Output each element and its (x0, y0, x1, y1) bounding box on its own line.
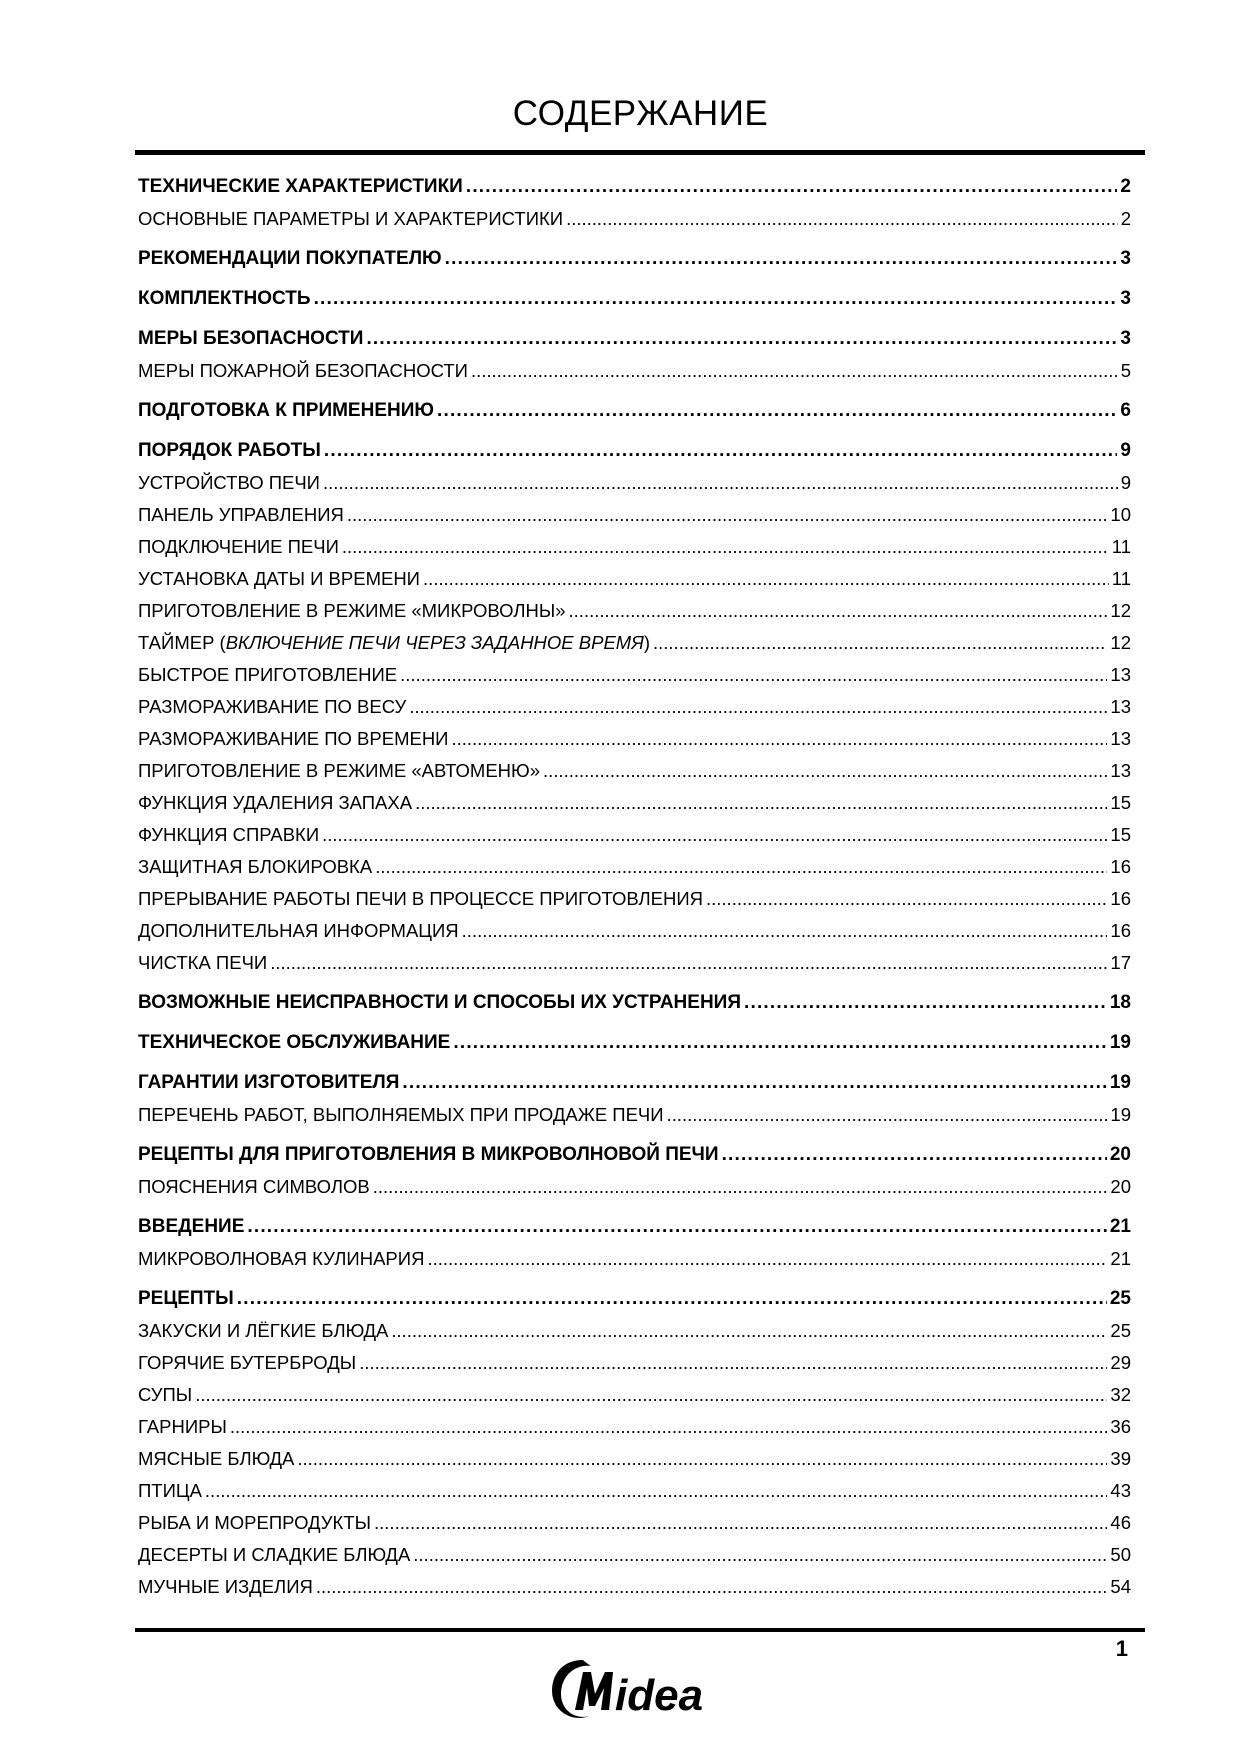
toc-subsection-entry (138, 1571, 1131, 1603)
toc-entry-title (138, 819, 319, 851)
toc-dot-leader (297, 1443, 1107, 1475)
toc-subsection-entry (138, 755, 1131, 787)
toc-entry-title (138, 947, 267, 979)
toc-page-number: 10 (1110, 504, 1131, 525)
toc-entry-title-text: РЕКОМЕНДАЦИИ ПОКУПАТЕЛЮ (138, 248, 442, 269)
toc-section-entry (138, 435, 1131, 467)
toc-page-number: 2 (1120, 176, 1131, 197)
toc-entry-title (138, 659, 397, 691)
toc-dot-leader (462, 915, 1108, 947)
toc-dot-leader (205, 1475, 1108, 1507)
toc-dot-leader (413, 1539, 1107, 1571)
toc-page-number: 43 (1110, 1480, 1131, 1501)
toc-entry-title (138, 1243, 424, 1275)
toc-dot-leader (323, 467, 1118, 499)
toc-entry-title-text: ГАРНИРЫ (138, 1416, 227, 1437)
toc-subsection-entry (138, 787, 1131, 819)
toc-entry-title-text: ГАРАНТИИ ИЗГОТОВИТЕЛЯ (138, 1072, 400, 1093)
toc-dot-leader (706, 883, 1107, 915)
toc-section-entry (138, 1283, 1131, 1315)
toc-page-number: 13 (1110, 664, 1131, 685)
toc-dot-leader (391, 1315, 1107, 1347)
toc-page-number: 11 (1111, 568, 1131, 589)
toc-entry-title (138, 243, 442, 275)
toc-page-number: 50 (1110, 1544, 1131, 1565)
toc-subsection-entry (138, 1443, 1131, 1475)
toc-entry-title (138, 1099, 664, 1131)
toc-dot-leader (569, 595, 1108, 627)
toc-entry-title (138, 531, 339, 563)
toc-dot-leader (316, 1571, 1108, 1603)
toc-entry-title-text: ДОПОЛНИТЕЛЬНАЯ ИНФОРМАЦИЯ (138, 920, 459, 941)
toc-subsection-entry (138, 659, 1131, 691)
toc-entry-title (138, 355, 468, 387)
toc-subsection-entry (138, 355, 1131, 387)
toc-subsection-entry (138, 915, 1131, 947)
toc-page-number: 9 (1120, 440, 1131, 461)
toc-entry-title (138, 755, 540, 787)
toc-page-number: 20 (1109, 1144, 1131, 1165)
toc-entry-title-text: ПРИГОТОВЛЕНИЕ В РЕЖИМЕ «АВТОМЕНЮ» (138, 760, 541, 781)
toc-page-number: 15 (1110, 792, 1131, 813)
toc-entry-title-text: БЫСТРОЕ ПРИГОТОВЛЕНИЕ (138, 664, 398, 685)
toc-page-number: 29 (1110, 1352, 1131, 1373)
toc-entry-title (138, 283, 311, 315)
toc-subsection-entry (138, 1379, 1131, 1411)
toc-section-entry (138, 987, 1131, 1019)
toc-dot-leader (366, 323, 1117, 355)
toc-entry-title (138, 1211, 244, 1243)
toc-dot-leader (453, 1027, 1107, 1059)
toc-entry-title-text: ПОДГОТОВКА К ПРИМЕНЕНИЮ (138, 400, 434, 421)
toc-entry-title (138, 595, 566, 627)
toc-page-number: 46 (1110, 1512, 1131, 1533)
toc-entry-title-text: КОМПЛЕКТНОСТЬ (138, 288, 311, 309)
toc-entry-title (138, 691, 406, 723)
toc-subsection-entry (138, 947, 1131, 979)
toc-page-number: 19 (1109, 1072, 1131, 1093)
toc-subsection-entry (138, 1475, 1131, 1507)
toc-subsection-entry (138, 1507, 1131, 1539)
toc-page-number: 13 (1110, 696, 1131, 717)
toc-page-number: 19 (1110, 1104, 1131, 1125)
toc-entry-title (138, 395, 434, 427)
toc-entry-title-text: ТЕХНИЧЕСКОЕ ОБСЛУЖИВАНИЕ (138, 1032, 451, 1053)
toc-entry-title-text: ДЕСЕРТЫ И СЛАДКИЕ БЛЮДА (138, 1544, 411, 1565)
toc-page-number: 21 (1110, 1248, 1131, 1269)
toc-dot-leader (314, 283, 1118, 315)
toc-entry-title-text: УСТАНОВКА ДАТЫ И ВРЕМЕНИ (138, 568, 420, 589)
toc-section-entry (138, 395, 1131, 427)
toc-entry-title (138, 1475, 202, 1507)
toc-entry-title (138, 1379, 192, 1411)
toc-entry-title (138, 435, 321, 467)
toc-entry-title-text: ВОЗМОЖНЫЕ НЕИСПРАВНОСТИ И СПОСОБЫ ИХ УСТРАНЕНИЯ (138, 992, 741, 1013)
toc-dot-leader (195, 1379, 1107, 1411)
toc-subsection-entry (138, 1099, 1131, 1131)
toc-dot-leader (445, 243, 1118, 275)
top-rule (135, 150, 1145, 155)
toc-page-number: 13 (1110, 760, 1131, 781)
toc-page-number: 18 (1109, 992, 1131, 1013)
toc-subsection-entry (138, 1347, 1131, 1379)
toc-subsection-entry (138, 563, 1131, 595)
toc-subsection-entry (138, 851, 1131, 883)
toc-entry-title (138, 987, 741, 1019)
toc-subsection-entry (138, 203, 1131, 235)
toc-entry-title (138, 203, 563, 235)
toc-entry-title (138, 1411, 227, 1443)
toc-subsection-entry (138, 691, 1131, 723)
toc-page-number: 12 (1110, 632, 1131, 653)
midea-logo-wordmark: idea (615, 1671, 704, 1720)
toc-entry-title-text: ПОДКЛЮЧЕНИЕ ПЕЧИ (138, 536, 339, 557)
toc-page-number: 13 (1110, 728, 1131, 749)
toc-dot-leader (322, 819, 1107, 851)
toc-dot-leader (402, 1067, 1107, 1099)
toc-entry-title-text: РЫБА И МОРЕПРОДУКТЫ (138, 1512, 372, 1533)
toc-dot-leader (566, 203, 1118, 235)
midea-logo (545, 1650, 735, 1730)
toc-entry-title-text: ФУНКЦИЯ СПРАВКИ (138, 824, 320, 845)
toc-entry-title (138, 1067, 399, 1099)
toc-dot-leader (427, 1243, 1107, 1275)
toc-dot-leader (415, 787, 1107, 819)
toc-page-number: 3 (1120, 288, 1131, 309)
toc-page-number: 11 (1111, 536, 1131, 557)
toc-entry-title-text: МЕРЫ ПОЖАРНОЙ БЕЗОПАСНОСТИ (138, 360, 468, 381)
toc-dot-leader (466, 171, 1118, 203)
toc-entry-title-text: ПАНЕЛЬ УПРАВЛЕНИЯ (138, 504, 344, 525)
toc-entry-title-text: ФУНКЦИЯ УДАЛЕНИЯ ЗАПАХА (138, 792, 413, 813)
toc-page-number: 15 (1110, 824, 1131, 845)
toc-entry-title-text: СУПЫ (138, 1384, 193, 1405)
toc-entry-title (138, 1027, 450, 1059)
toc-dot-leader (359, 1347, 1107, 1379)
toc-entry-title-suffix: ) (643, 632, 651, 653)
toc-entry-title (138, 1171, 370, 1203)
toc-section-entry (138, 283, 1131, 315)
toc-page-number: 39 (1110, 1448, 1131, 1469)
toc-entry-title (138, 1507, 371, 1539)
toc-entry-title-text: ВВЕДЕНИЕ (138, 1216, 245, 1237)
toc-entry-title (138, 467, 320, 499)
toc-entry-title-text: ПТИЦА (138, 1480, 202, 1501)
toc-page-number: 16 (1110, 856, 1131, 877)
toc-entry-title (138, 171, 463, 203)
toc-page-number: 20 (1110, 1176, 1131, 1197)
toc-entry-title-text: ПЕРЕЧЕНЬ РАБОТ, ВЫПОЛНЯЕМЫХ ПРИ ПРОДАЖЕ ПЕЧИ (138, 1104, 664, 1125)
toc-dot-leader (375, 851, 1107, 883)
toc-section-entry (138, 323, 1131, 355)
toc-page-number: 36 (1110, 1416, 1131, 1437)
toc-dot-leader (230, 1411, 1108, 1443)
toc-entry-title-text: ПРЕРЫВАНИЕ РАБОТЫ ПЕЧИ В ПРОЦЕССЕ ПРИГОТОВЛЕНИЯ (138, 888, 703, 909)
toc-entry-title-text: МЕРЫ БЕЗОПАСНОСТИ (138, 328, 364, 349)
toc-entry-title (138, 915, 459, 947)
toc-entry-title (138, 1347, 356, 1379)
toc-entry-title-text: РЕЦЕПТЫ (138, 1288, 234, 1309)
toc-entry-title-text: ТАЙМЕР ( (138, 632, 226, 653)
table-of-contents (138, 171, 1131, 1603)
toc-entry-title (138, 851, 372, 883)
toc-section-entry (138, 1067, 1131, 1099)
page-number: 1 (1115, 1636, 1128, 1661)
toc-section-entry (138, 243, 1131, 275)
toc-entry-title (138, 1571, 313, 1603)
midea-logo-m (575, 1672, 613, 1710)
toc-subsection-entry (138, 883, 1131, 915)
toc-subsection-entry (138, 1243, 1131, 1275)
toc-entry-title (138, 499, 344, 531)
bottom-rule (135, 1628, 1145, 1632)
toc-entry-title-text: ОСНОВНЫЕ ПАРАМЕТРЫ И ХАРАКТЕРИСТИКИ (138, 208, 564, 229)
toc-dot-leader (423, 563, 1109, 595)
toc-dot-leader (653, 627, 1107, 659)
toc-entry-title-text: МУЧНЫЕ ИЗДЕЛИЯ (138, 1576, 313, 1597)
page-title: СОДЕРЖАНИЕ (512, 94, 769, 133)
toc-dot-leader (374, 1507, 1107, 1539)
toc-entry-title-text: РАЗМОРАЖИВАНИЕ ПО ВЕСУ (138, 696, 407, 717)
toc-page-number: 25 (1110, 1320, 1131, 1341)
toc-entry-title-text: ПОЯСНЕНИЯ СИМВОЛОВ (138, 1176, 370, 1197)
toc-entry-title-text: ЗАКУСКИ И ЛЁГКИЕ БЛЮДА (138, 1320, 389, 1341)
toc-dot-leader (342, 531, 1109, 563)
toc-dot-leader (237, 1283, 1107, 1315)
toc-entry-title (138, 323, 363, 355)
toc-entry-title (138, 627, 650, 659)
toc-section-entry (138, 1027, 1131, 1059)
toc-dot-leader (409, 691, 1107, 723)
toc-page-number: 12 (1110, 600, 1131, 621)
toc-subsection-entry (138, 1539, 1131, 1571)
toc-entry-title-text: МИКРОВОЛНОВАЯ КУЛИНАРИЯ (138, 1248, 425, 1269)
toc-subsection-entry (138, 1411, 1131, 1443)
toc-dot-leader (247, 1211, 1106, 1243)
toc-page-number: 5 (1120, 360, 1131, 381)
toc-entry-title-text: РЕЦЕПТЫ ДЛЯ ПРИГОТОВЛЕНИЯ В МИКРОВОЛНОВОЙ ПЕЧИ (138, 1144, 719, 1165)
toc-entry-title (138, 723, 448, 755)
toc-subsection-entry (138, 627, 1131, 659)
toc-page-number: 16 (1110, 888, 1131, 909)
toc-dot-leader (744, 987, 1107, 1019)
toc-subsection-entry (138, 595, 1131, 627)
toc-subsection-entry (138, 723, 1131, 755)
toc-entry-title (138, 1443, 294, 1475)
toc-section-entry (138, 1211, 1131, 1243)
toc-dot-leader (400, 659, 1107, 691)
toc-entry-title (138, 883, 703, 915)
toc-page-number: 25 (1109, 1288, 1131, 1309)
toc-dot-leader (347, 499, 1108, 531)
toc-entry-title-text: ГОРЯЧИЕ БУТЕРБРОДЫ (138, 1352, 357, 1373)
toc-entry-title-text: ПРИГОТОВЛЕНИЕ В РЕЖИМЕ «МИКРОВОЛНЫ» (138, 600, 566, 621)
toc-entry-title-text: РАЗМОРАЖИВАНИЕ ПО ВРЕМЕНИ (138, 728, 449, 749)
toc-section-entry (138, 171, 1131, 203)
toc-entry-title (138, 787, 412, 819)
toc-page-number: 19 (1109, 1032, 1131, 1053)
toc-page-number: 54 (1110, 1576, 1131, 1597)
toc-page-number: 9 (1120, 472, 1131, 493)
toc-page-number: 3 (1120, 328, 1131, 349)
toc-entry-title (138, 1539, 410, 1571)
toc-dot-leader (451, 723, 1107, 755)
toc-entry-title-text: МЯСНЫЕ БЛЮДА (138, 1448, 295, 1469)
toc-entry-title (138, 1315, 388, 1347)
toc-page-number: 2 (1120, 208, 1131, 229)
toc-subsection-entry (138, 1171, 1131, 1203)
toc-entry-title-text: УСТРОЙСТВО ПЕЧИ (138, 472, 320, 493)
toc-subsection-entry (138, 467, 1131, 499)
toc-dot-leader (270, 947, 1107, 979)
toc-page-number: 6 (1120, 400, 1131, 421)
toc-entry-title-text: ТЕХНИЧЕСКИЕ ХАРАКТЕРИСТИКИ (138, 176, 463, 197)
toc-dot-leader (722, 1139, 1107, 1171)
toc-page-number: 32 (1110, 1384, 1131, 1405)
toc-dot-leader (324, 435, 1118, 467)
toc-dot-leader (667, 1099, 1108, 1131)
toc-section-entry (138, 1139, 1131, 1171)
toc-page-number: 17 (1110, 952, 1131, 973)
toc-dot-leader (543, 755, 1107, 787)
toc-subsection-entry (138, 531, 1131, 563)
toc-entry-title-text: ПОРЯДОК РАБОТЫ (138, 440, 321, 461)
toc-dot-leader (373, 1171, 1108, 1203)
toc-entry-title-italic: ВКЛЮЧЕНИЕ ПЕЧИ ЧЕРЕЗ ЗАДАННОЕ ВРЕМЯ (225, 632, 644, 653)
toc-subsection-entry (138, 1315, 1131, 1347)
toc-entry-title-text: ЧИСТКА ПЕЧИ (138, 952, 268, 973)
toc-page-number: 21 (1109, 1216, 1131, 1237)
toc-page-number: 3 (1120, 248, 1131, 269)
toc-entry-title (138, 1139, 719, 1171)
toc-subsection-entry (138, 819, 1131, 851)
toc-dot-leader (437, 395, 1117, 427)
toc-subsection-entry (138, 499, 1131, 531)
toc-page-number: 16 (1110, 920, 1131, 941)
toc-entry-title (138, 563, 420, 595)
toc-dot-leader (471, 355, 1118, 387)
toc-entry-title-text: ЗАЩИТНАЯ БЛОКИРОВКА (138, 856, 373, 877)
toc-entry-title (138, 1283, 234, 1315)
